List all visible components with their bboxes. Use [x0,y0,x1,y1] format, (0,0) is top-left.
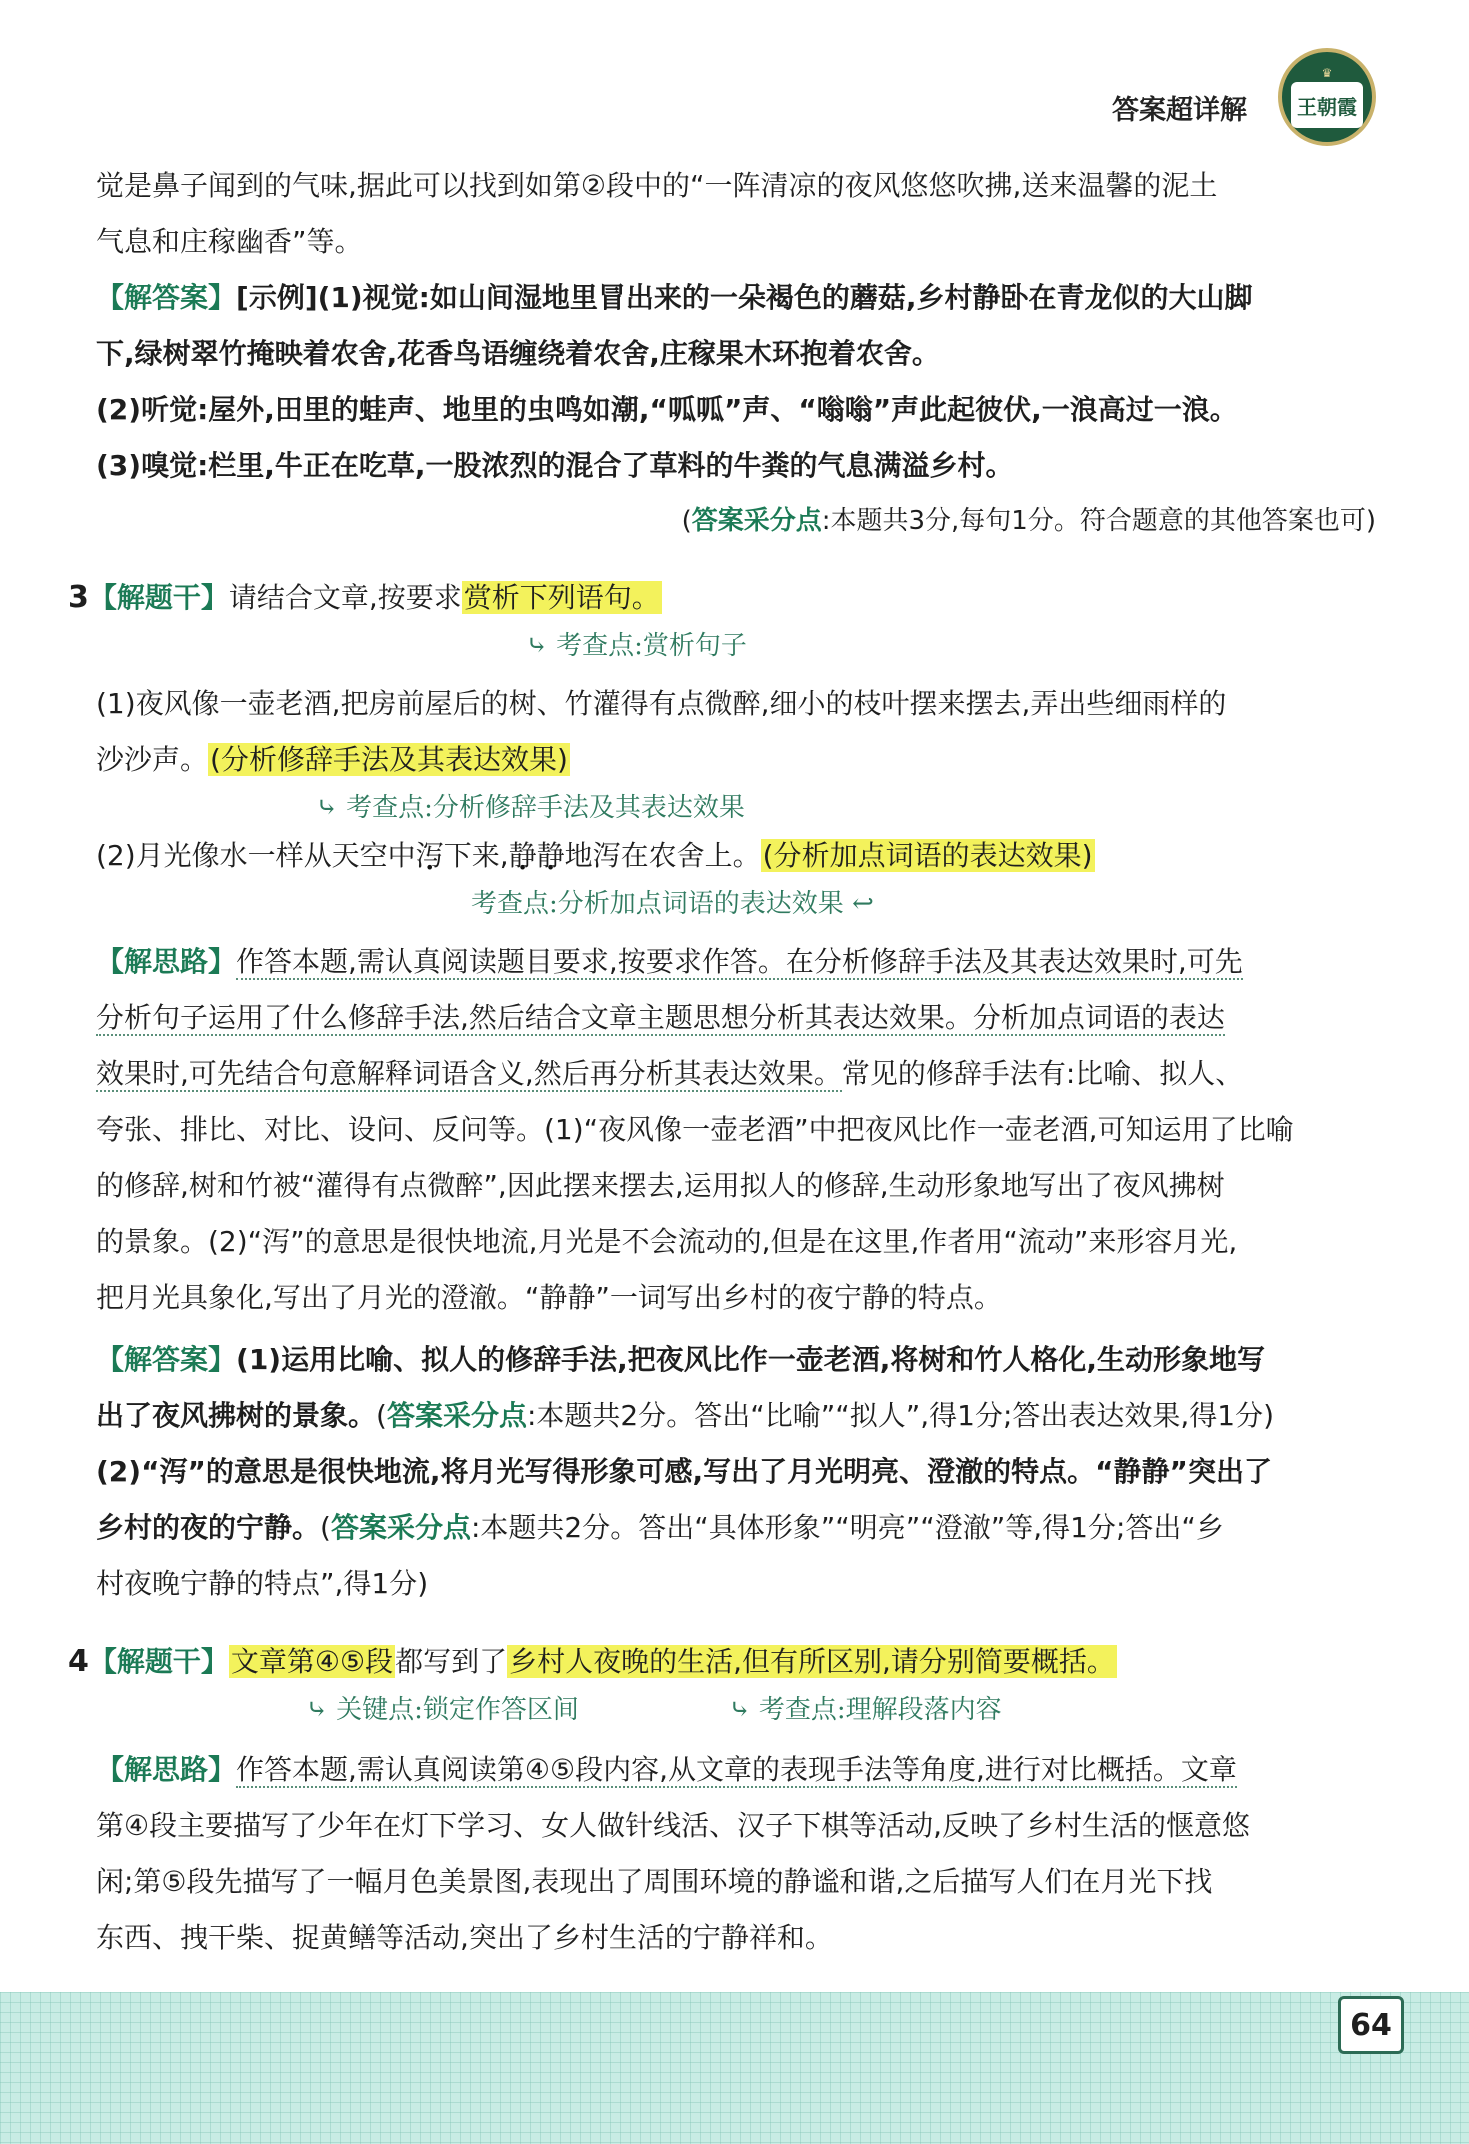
q2-answer-line: (3)嗅觉:栏里,牛正在吃草,一股浓烈的混合了草料的牛粪的气息满溢乡村。 [96,449,1014,482]
q3-think: 把月光具象化,写出了月光的澄澈。“静静”一词写出乡村的夜宁静的特点。 [96,1281,1002,1314]
q2-answer-line [96,270,1376,326]
think-text: 作答本题,需认真阅读第④⑤段内容,从文章的表现手法等角度,进行对比概括。文章 [236,1753,1237,1786]
item-text: 地泻在农舍上。 [564,839,761,872]
item-text: (2)月光像水一样从天空中 [96,839,416,872]
item-highlight: (分析修辞手法及其表达效果) [210,743,568,776]
score-tag: 答案采分点 [386,1399,527,1432]
answer-text: 乡村的夜的宁静。 [96,1511,321,1544]
score-text: :本题共2分。答出“比喻”“拟人”,得1分;答出表达效果,得1分) [526,1399,1275,1432]
score-note [96,494,1376,548]
stem-highlight: 文章第④⑤段 [230,1645,394,1678]
answer-tag: 【解答案】 [96,1343,237,1376]
note-text: 考查点:理解段落内容 [758,1695,1002,1725]
note-text: 关键点:锁定作答区间 [336,1695,579,1725]
crown-icon: ♛ [1321,66,1333,80]
score-tag: 答案采分点 [330,1511,471,1544]
score-text: :本题共2分。答出“具体形象”“明亮”“澄澈”等,得1分;答出“乡 [470,1511,1224,1544]
dotted-char: 静 [536,839,565,872]
answer-text: (1)运用比喻、拟人的修辞手法,把夜风比作一壶老酒,将树和竹人格化,生动形象地写 [236,1343,1266,1376]
paren: ( [681,506,692,536]
q3-think [96,990,1376,1046]
think-tag: 【解思路】 [96,1753,237,1786]
annotation-note: ⤷ 考查点:赏析句子 [526,631,747,661]
q3-answer [96,1500,1376,1556]
question-number: 3 [68,580,89,615]
think-text: 分析句子运用了什么修辞手法,然后结合文章主题思想分析其表达效果。分析加点词语的表达 [96,1001,1225,1034]
dotted-char: 静 [508,839,537,872]
q3-item1 [96,732,1376,788]
stem-tag: 【解题干】 [88,1645,229,1678]
q4-think: 第④段主要描写了少年在灯下学习、女人做针线活、汉子下棋等活动,反映了乡村生活的惬意悠 [96,1809,1251,1842]
note-text: 考查点:赏析句子 [556,631,747,661]
stem-highlight: 赏析下列语句。 [463,581,660,614]
q4-think: 东西、拽干柴、捉黄鳝等活动,突出了乡村生活的宁静祥和。 [96,1921,833,1954]
q3-answer: (2)“泻”的意思是很快地流,将月光写得形象可感,写出了月光明亮、澄澈的特点。“静静”突出了 [96,1455,1272,1488]
think-text: 作答本题,需认真阅读题目要求,按要求作答。在分析修辞手法及其表达效果时,可先 [236,945,1243,978]
q3-answer: 村夜晚宁静的特点”,得1分) [96,1567,429,1600]
stem-highlight: 乡村人夜晚的生活,但有所区别,请分别简要概括。 [509,1645,1115,1678]
q4-think: 闲;第⑤段先描写了一幅月色美景图,表现出了周围环境的静谧和谐,之后描写人们在月光下找 [96,1865,1213,1898]
think-text: 常见的修辞手法有:比喻、拟人、 [841,1057,1244,1090]
note-text: 考查点:分析修辞手法及其表达效果 [346,793,745,823]
page-number: 64 [1338,1996,1404,2054]
header-title: 答案超详解 [1112,95,1247,126]
score-text: :本题共3分,每句1分。符合题意的其他答案也可) [821,506,1376,536]
answer-tag: 【解答案】 [96,281,237,314]
q3-stem [68,570,1376,626]
publisher-logo [1278,48,1376,146]
stem-text: 都写到了 [395,1645,508,1678]
note-text: 考查点:分析加点词语的表达效果 [471,889,844,919]
q3-answer [96,1388,1376,1444]
q2-answer-line: (2)听觉:屋外,田里的蛙声、地里的虫鸣如潮,“呱呱”声、“嗡嗡”声此起彼伏,一浪高过一浪。 [96,393,1238,426]
q4-think [96,1742,1376,1798]
q3-item2 [96,828,1376,884]
annotation-note: ⤷ 关键点:锁定作答区间 ⤷ 考查点:理解段落内容 [306,1695,1002,1725]
stem-text: 请结合文章,按要求 [228,581,462,614]
q3-think: 的景象。(2)“泻”的意思是很快地流,月光是不会流动的,但是在这里,作者用“流动”来形容月光, [96,1225,1238,1258]
q3-answer [96,1332,1376,1388]
item-text: 沙沙声。 [96,743,209,776]
think-tag: 【解思路】 [96,945,237,978]
paren: ( [320,1511,331,1544]
logo-text: 王朝霞 [1291,82,1363,128]
q3-think: 的修辞,树和竹被“灌得有点微醉”,因此摆来摆去,运用拟人的修辞,生动形象地写出了夜风拂树 [96,1169,1225,1202]
q4-stem [68,1634,1376,1690]
q2-answer-line: 下,绿树翠竹掩映着农舍,花香鸟语缠绕着农舍,庄稼果木环抱着农舍。 [96,337,940,370]
page-content [68,158,1376,1966]
dotted-char: 泻 [415,839,444,872]
annotation-note: ⤷ 考查点:分析修辞手法及其表达效果 [316,793,745,823]
question-number: 4 [68,1644,89,1679]
intro-line: 觉是鼻子闻到的气味,据此可以找到如第②段中的“一阵清凉的夜风悠悠吹拂,送来温馨的泥土 [96,169,1218,202]
answer-text: [示例](1)视觉:如山间湿地里冒出来的一朵褐色的蘑菇,乡村静卧在青龙似的大山脚 [236,281,1253,314]
score-tag: 答案采分点 [691,506,822,536]
think-text: 效果时,可先结合句意解释词语含义,然后再分析其表达效果。 [96,1057,842,1090]
q3-item1: (1)夜风像一壶老酒,把房前屋后的树、竹灌得有点微醉,细小的枝叶摆来摆去,弄出些细雨样的 [96,687,1227,720]
paren: ( [376,1399,387,1432]
q3-think [96,934,1376,990]
item-text: 下来, [443,839,509,872]
q3-think [96,1046,1376,1102]
footer-band [0,1992,1469,2144]
q3-think: 夸张、排比、对比、设问、反问等。(1)“夜风像一壶老酒”中把夜风比作一壶老酒,可知运用了比喻 [96,1113,1294,1146]
answer-text: 出了夜风拂树的景象。 [96,1399,377,1432]
item-highlight: (分析加点词语的表达效果) [762,839,1093,872]
stem-tag: 【解题干】 [88,581,229,614]
annotation-note: 考查点:分析加点词语的表达效果 ↩ [471,889,874,919]
intro-line: 气息和庄稼幽香”等。 [96,225,363,258]
